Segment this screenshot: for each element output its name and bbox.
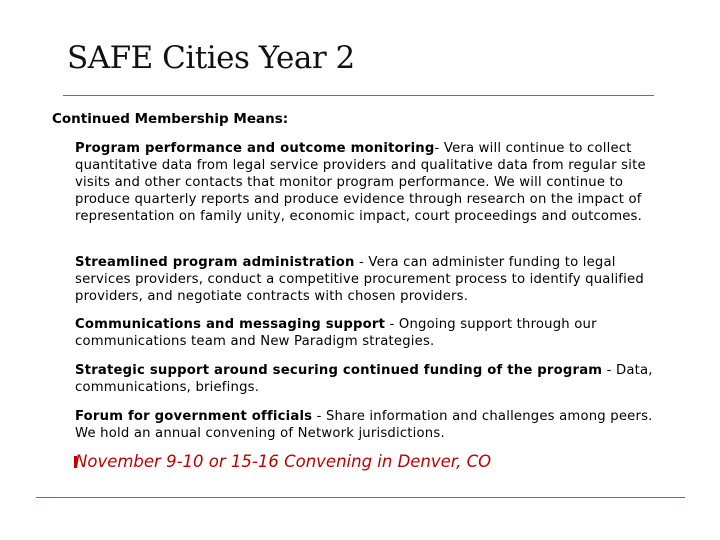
item-lead: Forum for government officials	[75, 409, 313, 424]
item-lead: Strategic support around securing continued funding of the program	[75, 363, 603, 378]
item-body: - Data, communications, briefings.	[75, 363, 653, 395]
convening-highlight: November 9-10 or 15-16 Convening in Denver, CO	[75, 452, 492, 471]
list-item	[75, 316, 665, 350]
item-body: - Ongoing support through our communications team and New Paradigm strategies.	[75, 317, 597, 349]
title-divider	[63, 95, 654, 96]
item-lead: Program performance and outcome monitoring	[75, 141, 435, 156]
item-lead: Streamlined program administration	[75, 255, 355, 270]
section-heading: Continued Membership Means:	[52, 111, 289, 127]
item-body: - Vera can administer funding to legal services providers, conduct a competitive procurement process to identify qualified providers, and negotiate contracts with chosen providers.	[75, 255, 644, 304]
slide-title: SAFE Cities Year 2	[67, 40, 355, 76]
list-item	[75, 254, 665, 305]
item-body: - Vera will continue to collect quantitative data from legal service providers and qualitative data from regular site visits and other contacts that monitor program performance. We will continue to produce quarterly reports and produce evidence through research on the impact of representation on family unity, economic impact, court proceedings and outcomes.	[75, 141, 646, 224]
list-item	[75, 408, 665, 442]
list-item	[75, 362, 665, 396]
item-body: - Share information and challenges among peers. We hold an annual convening of Network jurisdictions.	[75, 409, 653, 441]
list-item	[75, 140, 665, 225]
bottom-divider	[36, 497, 685, 498]
item-lead: Communications and messaging support	[75, 317, 386, 332]
